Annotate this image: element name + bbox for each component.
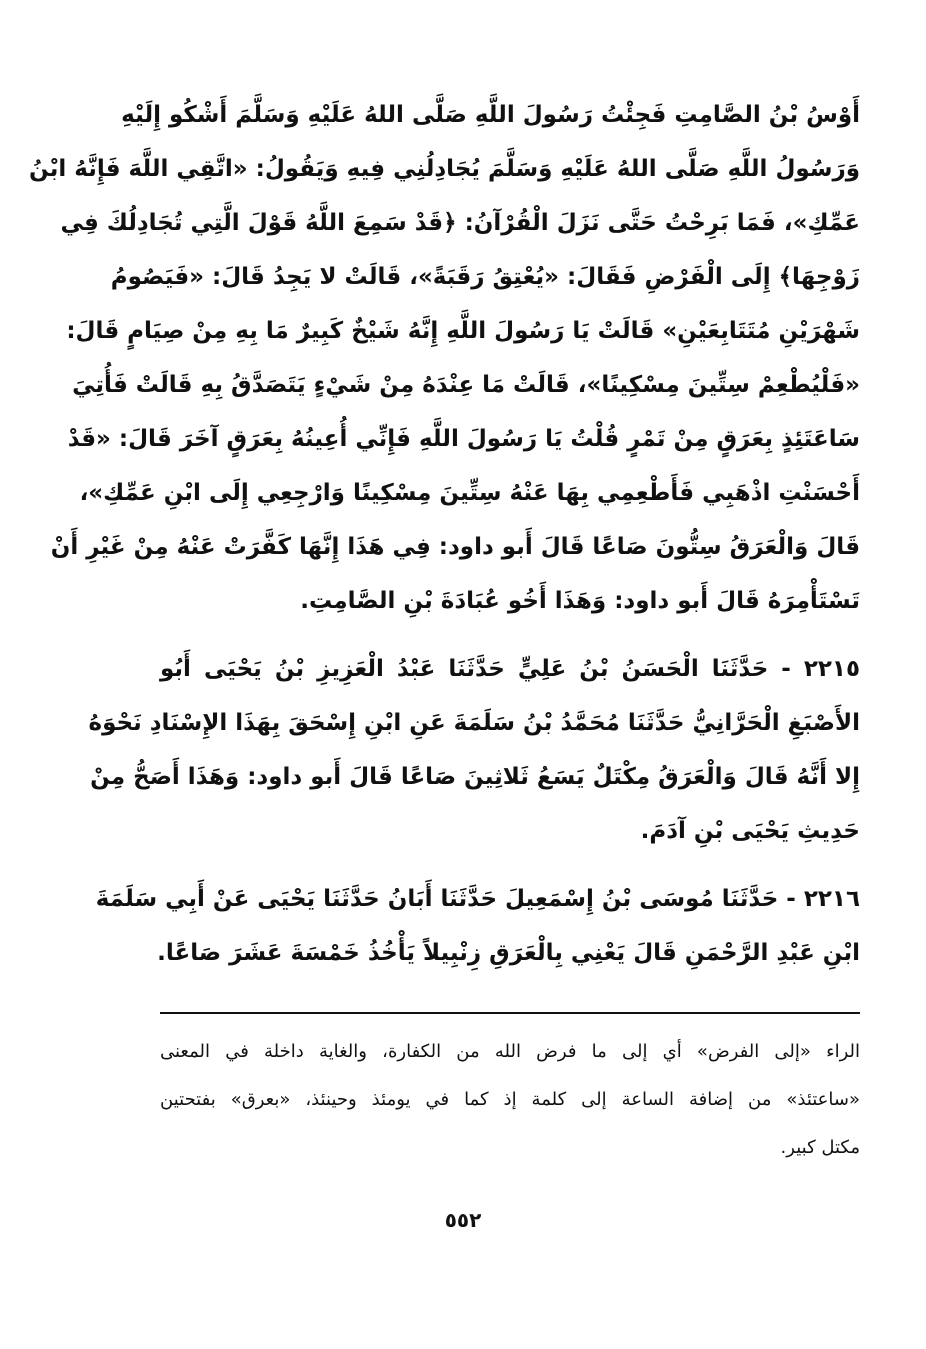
text-line: حَدِيثِ يَحْيَى بْنِ آدَمَ. <box>640 818 860 844</box>
paragraph-hadith-2216 <box>95 872 860 980</box>
footnote-line: «ساعتئذ» من إضافة الساعة إلى كلمة إذ كما في يومئذ وحينئذ، «بعرق» بفتحتين <box>160 1089 860 1110</box>
footnote-line: مكتل كبير. <box>780 1137 860 1158</box>
text-line: قَالَ وَالْعَرَقُ سِتُّونَ صَاعًا قَالَ أَبو داود: فِي هَذَا إِنَّهَا كَفَّرَتْ عَنْهُ مِنْ غَيْرِ أَنْ <box>50 534 860 560</box>
text-line: تَسْتَأْمِرَهُ قَالَ أَبو داود: وَهَذَا أَخُو عُبَادَةَ بْنِ الصَّامِتِ. <box>300 588 860 614</box>
text-line: ٢٢١٥ - حَدَّثَنَا الْحَسَنُ بْنُ عَلِيٍّ حَدَّثَنَا عَبْدُ الْعَزِيزِ بْنُ يَحْيَى أَبُو <box>160 656 860 682</box>
text-line: زَوْجِهَا﴾ إِلَى الْفَرْضِ فَقَالَ: «يُعْتِقُ رَقَبَةً»، قَالَتْ لا يَجِدُ قَالَ: «فَيَصُومُ <box>110 264 860 290</box>
footnote-line: الراء «إلى الفرض» أي إلى ما فرض الله من الكفارة، والغاية داخلة في المعنى <box>160 1041 860 1062</box>
text-line: أَحْسَنْتِ اذْهَبِي فَأَطْعِمِي بِهَا عَنْهُ سِتِّينَ مِسْكِينًا وَارْجِعِي إِلَى ابْنِ عَمِّكِ»، <box>79 480 860 506</box>
paragraph-hadith-2215 <box>88 642 860 858</box>
text-line: شَهْرَيْنِ مُتَتَابِعَيْنِ» قَالَتْ يَا رَسُولَ اللَّهِ إِنَّهُ شَيْخٌ كَبِيرٌ مَا بِهِ مِنْ صِيَامٍ قَالَ: <box>66 318 860 344</box>
footnote-divider <box>160 1012 860 1014</box>
page-number: ٥٥٢ <box>444 1208 482 1232</box>
paragraph-hadith-continuation <box>29 88 860 628</box>
text-line: «فَلْيُطْعِمْ سِتِّينَ مِسْكِينًا»، قَالَتْ مَا عِنْدَهُ مِنْ شَيْءٍ يَتَصَدَّقُ بِهِ قَالَتْ فَأُتِيَ <box>72 372 860 398</box>
paragraph-gap <box>160 628 860 642</box>
paragraph-gap <box>160 858 860 872</box>
footnotes <box>160 1028 860 1172</box>
text-line: سَاعَتَئِذٍ بِعَرَقٍ مِنْ تَمْرٍ قُلْتُ يَا رَسُولَ اللَّهِ فَإِنِّي أُعِينُهُ بِعَرَقٍ آخَرَ قَالَ: «قَدْ <box>67 426 860 452</box>
text-line: ٢٢١٦ - حَدَّثَنَا مُوسَى بْنُ إِسْمَعِيلَ حَدَّثَنَا أَبَانُ حَدَّثَنَا يَحْيَى عَنْ أَبِي سَلَمَةَ <box>95 886 860 912</box>
main-text <box>29 88 860 980</box>
text-line: إِلا أَنَّهُ قَالَ وَالْعَرَقُ مِكْتَلٌ يَسَعُ ثَلاثِينَ صَاعًا قَالَ أَبو داود: وَهَذَا أَصَحُّ مِنْ <box>90 764 860 790</box>
text-line: الأَصْبَغِ الْحَرَّانِيُّ حَدَّثَنَا مُحَمَّدُ بْنُ سَلَمَةَ عَنِ ابْنِ إِسْحَقَ بِهَذَا الإِسْنَادِ نَحْوَهُ <box>88 710 860 736</box>
text-line: عَمِّكِ»، فَمَا بَرِحْتُ حَتَّى نَزَلَ الْقُرْآنُ: ﴿قَدْ سَمِعَ اللَّهُ قَوْلَ الَّتِي تُجَادِلُكَ فِي <box>60 210 860 236</box>
text-line: وَرَسُولُ اللَّهِ صَلَّى اللهُ عَلَيْهِ وَسَلَّمَ يُجَادِلُنِي فِيهِ وَيَقُولُ: «اتَّقِي اللَّهَ فَإِنَّهُ ابْنُ <box>29 156 860 182</box>
text-line: أَوْسُ بْنُ الصَّامِتِ فَجِئْتُ رَسُولَ اللَّهِ صَلَّى اللهُ عَلَيْهِ وَسَلَّمَ أَشْكُو إِلَيْهِ <box>121 102 860 128</box>
text-line: ابْنِ عَبْدِ الرَّحْمَنِ قَالَ يَعْنِي بِالْعَرَقِ زِنْبِيلاً يَأْخُذُ خَمْسَةَ عَشَرَ صَاعًا. <box>157 940 860 966</box>
